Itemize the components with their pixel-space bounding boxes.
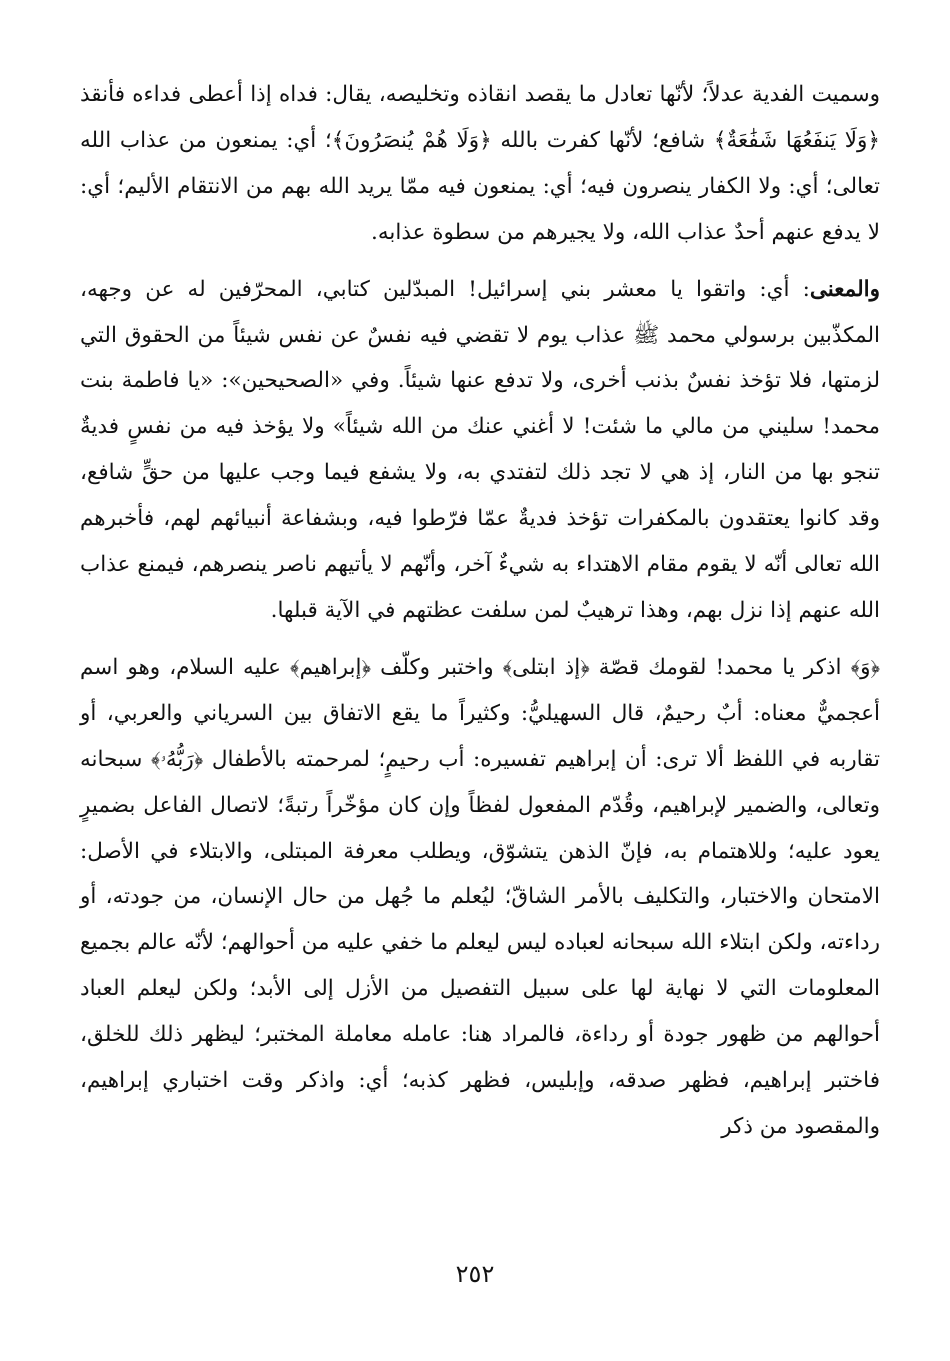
paragraph-2 [80,267,880,634]
paragraph-1: وسميت الفدية عدلاً؛ لأنّها تعادل ما يقصد انقاذه وتخليصه، يقال: فداه إذا أعطى فداءه فأنقذ ﴿وَلَا يَنفَعُهَا شَفَٰعَةٌ﴾ شافع؛ لأنّها كفرت بالله ﴿وَلَا هُمْ يُنصَرُونَ﴾؛ أي: يمنعون من عذاب الله تعالى؛ أي: ولا الكفار ينصرون فيه؛ أي: يمنعون فيه ممّا يريد الله بهم من الانتقام الأليم؛ أي: لا يدفع عنهم أحدٌ عذاب الله، ولا يجيرهم من سطوة عذابه. [80,82,880,245]
paragraph-2-body: : أي: واتقوا يا معشر بني إسرائيل! المبدّلين كتابي، المحرّفين له عن وجهه، المكذّبين برسولي محمد ﷺ عذاب يوم لا تقضي فيه نفسٌ عن نفس شيئاً من الحقوق التي لزمتها، فلا تؤخذ نفسٌ بذنب أخرى، ولا تدفع عنها شيئاً. وفي «الصحيحين»: «يا فاطمة بنت محمد! سليني من مالي ما شئت! لا أغني عنك من الله شيئاً» ولا يؤخذ فيه من نفسٍ فديةٌ تنجو بها من النار، إذ هي لا تجد ذلك لتفتدي به، ولا يشفع فيما وجب عليها من حقٍّ شافع، وقد كانوا يعتقدون بالمكفرات تؤخذ فديةٌ عمّا فرّطوا فيه، وبشفاعة أنبيائهم لهم، فأخبرهم الله تعالى أنّه لا يقوم مقام الاهتداء به شيءٌ آخر، وأنّهم لا يأتيهم ناصر ينصرهم، فيمنع عذاب الله عنهم إذا نزل بهم، وهذا ترهيبٌ لمن سلفت عظتهم في الآية قبلها. [80,276,880,623]
paragraph-3: ﴿وَ﴾ اذكر يا محمد! لقومك قصّة ﴿إذ ابتلى﴾ واختبر وكلّف ﴿إبراهيم﴾ عليه السلام، وهو اسم أعجميٌّ معناه: أبٌ رحيمٌ، قال السهيليُّ: وكثيراً ما يقع الاتفاق بين السرياني والعربي، أو تقاربه في اللفظ ألا ترى: أن إبراهيم تفسيره: أب رحيمٍ؛ لمرحمته بالأطفال ﴿رَبُّهُۥ﴾ سبحانه وتعالى، والضمير لإبراهيم، وقُدّم المفعول لفظاً وإن كان مؤخّراً رتبةً؛ لاتصال الفاعل بضميرٍ يعود عليه؛ وللاهتمام به، فإنّ الذهن يتشوّق، ويطلب معرفة المبتلى، والابتلاء في الأصل: الامتحان والاختبار، والتكليف بالأمر الشاقّ؛ ليُعلم ما جُهل من حال الإنسان، من جودته، أو رداءته، ولكن ابتلاء الله سبحانه لعباده ليس ليعلم ما خفي عليه من أحوالهم؛ لأنّه عالم بجميع المعلومات التي لا نهاية لها على سبيل التفصيل من الأزل إلى الأبد؛ ولكن ليعلم العباد أحوالهم من ظهور جودة أو رداءة، فالمراد هنا: عامله معاملة المختبر؛ ليظهر ذلك للخلق، فاختبر إبراهيم، فظهر صدقه، وإبليس، فظهر كذبه؛ أي: واذكر وقت اختباري إبراهيم، والمقصود من ذكر [80,654,880,1139]
paragraph-spacer [80,634,880,645]
page-body [80,72,880,1150]
page-number: ٢٥٢ [455,1260,495,1288]
paragraph-spacer [80,256,880,267]
paragraph-2-lead-word: والمعنى [809,276,880,302]
